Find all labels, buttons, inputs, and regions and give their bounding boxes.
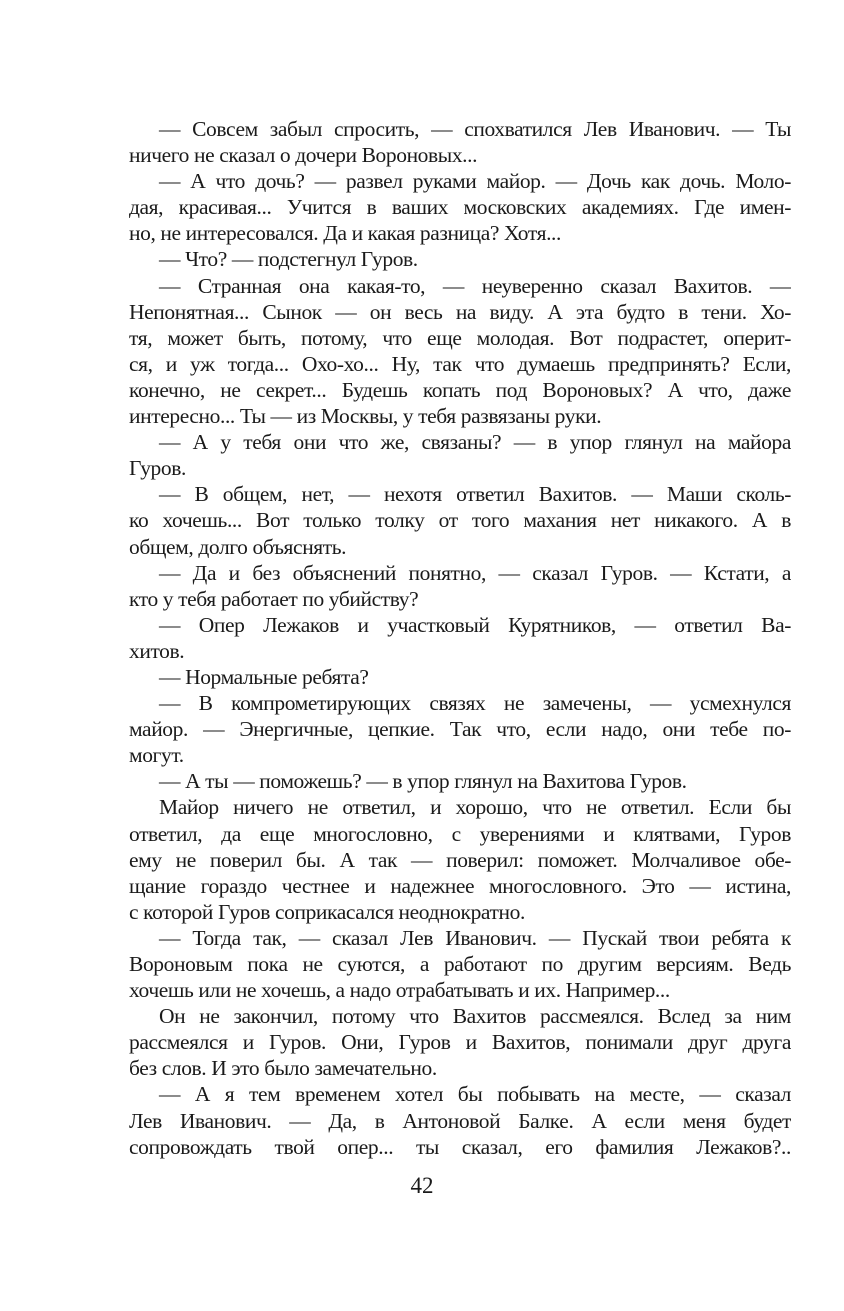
text-line: дая, красивая... Учится в ваших московских академиях. Где имен- [129, 195, 791, 220]
text-line: сопровождать твой опер... ты сказал, его фамилия Лежаков?.. [129, 1134, 791, 1159]
text-line: майор. — Энергичные, цепкие. Так что, если надо, они тебе по- [129, 717, 791, 742]
text-line: — Опер Лежаков и участковый Курятников, — ответил Ва- [159, 612, 791, 637]
text-line: — Что? — подстегнул Гуров. [159, 247, 418, 272]
text-line: хитов. [129, 638, 185, 663]
text-line: — Совсем забыл спросить, — спохватился Лев Иванович. — Ты [159, 117, 791, 141]
text-line: рассмеялся и Гуров. Они, Гуров и Вахитов, понимали друг друга [129, 1030, 791, 1055]
text-line: — А у тебя они что же, связаны? — в упор глянул на майора [159, 430, 791, 455]
text-line: тя, может быть, потому, что еще молодая. Вот подрастет, оперит- [129, 325, 791, 350]
text-line: щание гораздо честнее и надежнее многословного. Это — истина, [129, 873, 791, 898]
text-line: ся, и уж тогда... Охо-хо... Ну, так что думаешь предпринять? Если, [129, 351, 791, 376]
text-line: — В компрометирующих связях не замечены, — усмехнулся [159, 691, 791, 716]
text-line: — Нормальные ребята? [159, 664, 369, 689]
text-line: без слов. И это было замечательно. [129, 1056, 437, 1081]
text-line: — А ты — поможешь? — в упор глянул на Вахитова Гуров. [159, 769, 687, 794]
text-line: Он не закончил, потому что Вахитов рассмеялся. Вслед за ним [159, 1004, 791, 1029]
text-line: ничего не сказал о дочери Вороновых... [129, 143, 478, 168]
text-line: Лев Иванович. — Да, в Антоновой Балке. А если меня будет [129, 1108, 791, 1133]
text-line: — В общем, нет, — нехотя ответил Вахитов. — Маши сколь- [159, 482, 791, 507]
text-line: могут. [129, 743, 184, 768]
text-line: Вороновым пока не суются, а работают по другим версиям. Ведь [129, 952, 791, 976]
text-line: — Да и без объяснений понятно, — сказал Гуров. — Кстати, а [159, 560, 791, 585]
text-line: общем, долго объяснять. [129, 534, 347, 559]
text-line: но, не интересовался. Да и какая разница? Хотя... [129, 221, 561, 246]
text-line: интересно... Ты — из Москвы, у тебя развязаны руки. [129, 404, 602, 429]
text-line: — А я тем временем хотел бы побывать на месте, — сказал [159, 1082, 791, 1107]
page-body-text [129, 116, 791, 1160]
text-line: кто у тебя работает по убийству? [129, 586, 419, 611]
text-line: хочешь или не хочешь, а надо отрабатывать и их. Например... [129, 978, 670, 1003]
page-number: 42 [410, 1173, 434, 1198]
text-line: Майор ничего не ответил, и хорошо, что не ответил. Если бы [159, 795, 791, 820]
text-line: ко хочешь... Вот только толку от того махания нет никакого. А в [129, 508, 791, 533]
text-line: с которой Гуров соприкасался неоднократно. [129, 899, 525, 924]
text-line: ответил, да еще многословно, с уверениями и клятвами, Гуров [129, 821, 791, 846]
text-line: конечно, не секрет... Будешь копать под Вороновых? А что, даже [129, 377, 791, 402]
text-line: Гуров. [129, 456, 186, 481]
text-line: — А что дочь? — развел руками майор. — Дочь как дочь. Моло- [159, 169, 791, 194]
text-line: Непонятная... Сынок — он весь на виду. А эта будто в тени. Хо- [129, 299, 791, 324]
text-line: — Тогда так, — сказал Лев Иванович. — Пускай твои ребята к [159, 925, 791, 950]
text-line: ему не поверил бы. А так — поверил: поможет. Молчаливое обе- [129, 847, 791, 872]
text-line: — Странная она какая-то, — неуверенно сказал Вахитов. — [159, 273, 791, 298]
